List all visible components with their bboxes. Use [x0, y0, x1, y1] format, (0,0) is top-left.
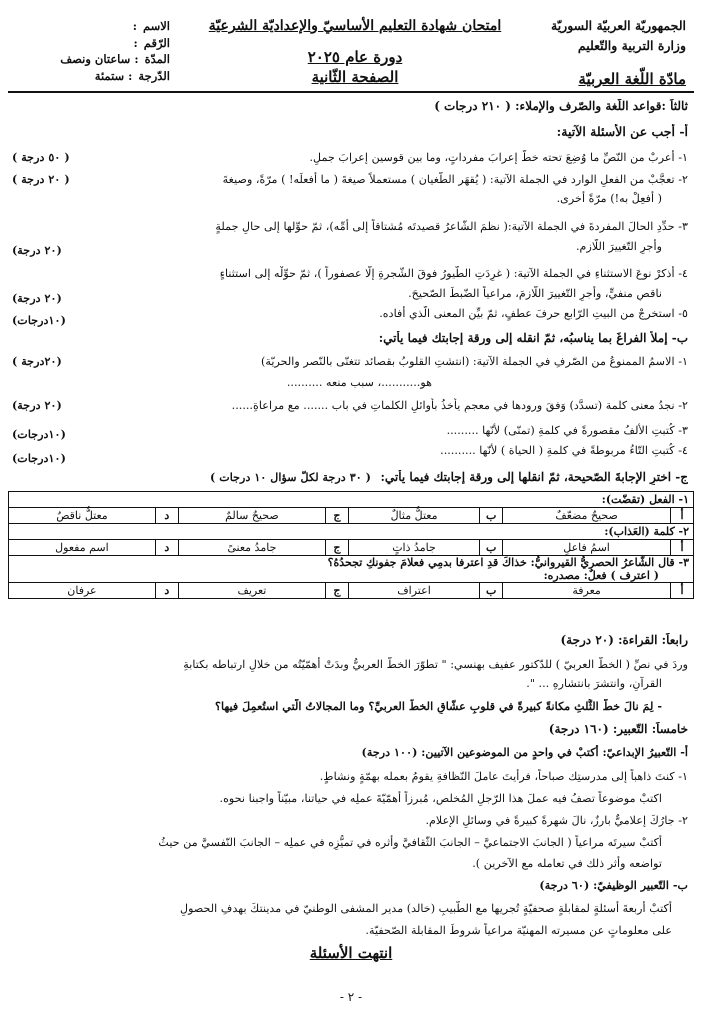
section5-part-a-title: أ- التّعبيرُ الإبداعيّ: أكتبْ في واحدٍ من الموضوعين الآتيين: (١٠٠ درجة): [361, 745, 688, 759]
q5-marks: (١٠درجات): [12, 313, 66, 327]
section3-part-b-title: ب- إملأ الفراغَ بما يناسبُه، ثمّ انقله إلى ورقة إجابتك فيما يأتي:: [378, 331, 688, 345]
functional-line1: أكتبْ أربعةَ أسئلةٍ لمقابلةٍ صحفيّةٍ تُجريها مع الطّبيبِ (خالد) مدير المشفى الوطنيّ في مدينتكَ بهدفِ الحصولِ: [179, 902, 672, 915]
page-label: الصفحة الثّانية: [311, 68, 399, 86]
info-value: :: [132, 19, 137, 33]
exam-title: امتحان شهادة التعليم الأساسيّ والإعداديّة الشرعيّة: [208, 18, 502, 34]
mcq-q1-option-b[interactable]: معتلٌّ مثالٌ: [348, 508, 479, 524]
mcq-q3-stem-row: [9, 556, 694, 583]
info-row-number: [10, 35, 170, 52]
mcq-q2-stem: ٢- كلمة (العَذاب):: [9, 524, 694, 540]
info-value: : ستمئة: [94, 68, 133, 83]
header-divider: [8, 91, 694, 93]
info-label: الدّرجة: [138, 68, 170, 83]
option-letter: د: [155, 508, 178, 524]
section3-part-a-title: أ- أجب عن الأسئلة الآتية:: [556, 124, 688, 139]
q1-text: ١- أعربْ من النّصِّ ما وُضِعَ تحته خطٌّ إعرابَ مفرداتٍ، وما بين قوسين إعرابَ جملٍ.: [309, 151, 688, 164]
option-letter: ب: [480, 583, 503, 599]
mcq-q1-stem: ١- الفعل (تقضّت):: [9, 492, 694, 508]
subject-title: مادّة اللّغة العربيّة: [578, 70, 686, 88]
q3-marks: (٢٠ درجة): [12, 243, 62, 257]
option-letter: ج: [325, 508, 348, 524]
option-letter: ج: [325, 540, 348, 556]
part-c-marks: ( ٣٠ درجة لكلّ سؤال ١٠ درجات ): [210, 470, 371, 484]
section4-line2: القرآنِ، وانتشرَ بانتشارهِ ... ".: [526, 677, 662, 690]
section5-part-b-title: ب- التّعبير الوظيفيّ: (٦٠ درجة): [539, 878, 688, 892]
mcq-q3-stem-line1: ٣- قال الشّاعرُ الحصريُّ القيروانيُّ: خذاكَ قدِ اعترفا بدمِي فعلامَ جفونكِ تجحدُهُ؟: [327, 556, 689, 569]
info-label: الرّقم: [143, 35, 170, 50]
topic2-line2: أكتبْ سيرتَه مراعياً ( الجانبَ الاجتماعيَّ – الجانبَ الثّقافيَّ وأثره في تميُّزِه في عملِه – الجانبَ النّفسيَّ من حيثُ: [158, 836, 662, 849]
ministry-name: وزارة التربية والتّعليم: [577, 38, 686, 53]
option-letter: ج: [325, 583, 348, 599]
mcq-q3-option-b[interactable]: اعتراف: [348, 583, 479, 599]
info-value: : ساعتان ونصف: [60, 52, 139, 66]
section3-part-c-title: ج- اخترِ الإجابةَ الصّحيحة، ثمّ انقلها إلى ورقة إجابتك فيما يأتي:: [380, 470, 688, 484]
section4-question: - لِمَ نالَ خطُّ الثُّلثِ مكانةً كبيرةً في قلوبِ عشّاقِ الخطِّ العربيِّ؟ وما المجالاتُ الّتي استُعمِلَ فيها؟: [215, 699, 662, 713]
info-row-name: [10, 18, 170, 35]
info-label: المدّة: [144, 52, 170, 66]
mcq-q2-options-row: [9, 540, 694, 556]
info-value: :: [133, 35, 138, 50]
topic1-line2: اكتبْ موضوعاً تصفُ فيه عملَ هذا الرّجلِ المُخلصِ، مُبرزاً أهمّيّةَ عملِه في حياتنا، مبيّناً واجبنا نحوه.: [219, 792, 662, 805]
mcq-q1-stem-row: [9, 492, 694, 508]
q2-line2: ( أفعِلْ به!) مرّةً أخرى.: [556, 192, 662, 205]
header-title-block: [190, 18, 520, 86]
info-row-duration: [10, 51, 170, 68]
country-name: الجمهوريّة العربيّة السوريّة: [551, 18, 686, 33]
q1-marks: ( ٥٠ درجة ): [12, 150, 70, 164]
mcq-q1-option-d[interactable]: معتلٌّ ناقصٌ: [9, 508, 156, 524]
section4-title: رابعاً: القراءة: (٢٠ درجة): [560, 633, 688, 647]
topic1-line1: ١- كنتَ ذاهباً إلى مدرستِك صباحاً، فرأيتَ عاملَ النّظافةِ يقومُ بعمله بهمّةٍ ونشاطٍ.: [319, 770, 688, 783]
option-letter: أ: [671, 508, 694, 524]
mcq-table: [8, 491, 694, 599]
section3-title: ثالثاً :قواعد اللّغة والصّرف والإملاء: ( ٢١٠ درجات ): [434, 99, 688, 113]
mcq-q3-option-a[interactable]: معرفة: [503, 583, 671, 599]
section4-line1: وردَ في نصِّ ( الخطّ العربيّ ) للدّكتور عفيف بهنسي: " تطوّرَ الخطُّ العربيُّ وبدَتْ أهمّيّتُه من خلالِ ارتباطه بكتابةِ: [183, 658, 688, 671]
option-letter: د: [155, 583, 178, 599]
q4-line2: ناقصٍ منفيٍّ، وأجرِ التّغييرَ اللّازمَ، مراعياً الضّبطَ الصّحيحَ.: [408, 287, 662, 300]
b-q1-marks: (٢٠درجة ): [12, 354, 62, 368]
q5-text: ٥- استخرجْ من البيتِ الرّابعِ حرفَ عطفٍ، ثمّ بيِّنِ المعنى الّذي أفاده.: [379, 307, 688, 320]
b-q3-text: ٣- كُتبتِ الألفُ مقصورةً في كلمةِ (تمنّى) لأنّها .........: [446, 424, 688, 437]
q2-line1: ٢- تعجَّبْ من الفعلِ الوارد في الجملة الآتية: ( يُقهَر الطّغيان ) مستعملاً صيغةَ ( ما أفعلَه! ) مرّةً، وصيغةَ: [222, 173, 688, 186]
b-q3-marks: (١٠درجات): [12, 427, 66, 441]
mcq-q2-option-b[interactable]: جامدُ ذاتٍ: [348, 540, 479, 556]
mcq-q2-stem-row: [9, 524, 694, 540]
info-label: الاسم: [142, 19, 170, 33]
b-q4-marks: (١٠درجات): [12, 451, 66, 465]
q4-line1: ٤- أذكرْ نوعَ الاستثناءِ في الجملة الآتية: ( غرِدَتِ الطّيورُ فوقَ الشّجرةِ إلّا عصفوراً )، ثمّ حوِّلْه إلى استثناءٍ: [219, 267, 688, 280]
option-letter: أ: [671, 540, 694, 556]
option-letter: ب: [480, 508, 503, 524]
mcq-q3-option-d[interactable]: عرفان: [9, 583, 156, 599]
option-letter: أ: [671, 583, 694, 599]
mcq-q2-option-a[interactable]: اسمُ فاعلٍ: [503, 540, 671, 556]
b-q2-text: ٢- نجدُ معنى كلمة (تسدَّد) وَفقَ ورودها في معجمٍ يأخذُ بأوائلِ الكلماتِ في باب ....... مع مراعاةِ......: [231, 399, 688, 412]
student-info-block: [10, 18, 170, 84]
q3-line2: وأجرِ التّغييرَ اللّازم.: [575, 240, 662, 253]
mcq-q2-option-c[interactable]: جامدُ معنىً: [178, 540, 325, 556]
mcq-q3-option-c[interactable]: تعريف: [178, 583, 325, 599]
b-q4-text: ٤- كُتبتِ التّاءُ مربوطةً في كلمةِ ( الحياة ) لأنّها ..........: [440, 444, 688, 457]
info-row-grade: [10, 68, 170, 85]
mcq-q1-options-row: [9, 508, 694, 524]
mcq-q3-stem-line2: ( اعترف ) فعلٌ: مصدره:: [543, 569, 659, 582]
q4-marks: (٢٠ درجة): [12, 291, 62, 305]
mcq-q2-option-d[interactable]: اسم مفعول: [9, 540, 156, 556]
mcq-q1-option-c[interactable]: صحيحٌ سالمٌ: [178, 508, 325, 524]
b-q1-line1: ١- الاسمُ الممنوعُ من الصّرفِ في الجملة الآتية: (انتشتِ القلوبُ بقصائد تتغنّى بالنّصر والحريّة): [261, 355, 688, 368]
topic2-line3: تواضعه وأثر ذلك في تعامله مع الآخرين ).: [472, 857, 662, 870]
topic2-line1: ٢- جارُكَ إعلاميٌّ بارزٌ، نالَ شهرةً كبيرةً في وسائلِ الإعلامِ.: [425, 814, 688, 827]
b-q2-marks: (٢٠ درجة): [12, 398, 62, 412]
mcq-q3-options-row: [9, 583, 694, 599]
mcq-q1-option-a[interactable]: صحيحٌ مضعّفٌ: [503, 508, 671, 524]
q2-marks: ( ٢٠ درجة ): [12, 172, 70, 186]
q3-line1: ٣- حدِّدِ الحالَ المفردةَ في الجملة الآتية:( نظمَ الشّاعرُ قصيدتَه مُشتاقاً إلى أمِّه)، ثمّ حوِّلها إلى حالِ جملةٍ: [215, 220, 688, 233]
option-letter: د: [155, 540, 178, 556]
exam-session: دورة عام ٢٠٢٥: [307, 48, 403, 66]
b-q1-line2: هو...........، سبب منعه ..........: [286, 376, 432, 389]
page-number: - ٢ -: [339, 990, 363, 1004]
option-letter: ب: [480, 540, 503, 556]
functional-line2: على معلوماتٍ عن مسيرته المهنيّة مراعياً شروطَ المقابلة الصّحفيّة.: [365, 924, 672, 937]
end-of-questions: انتهت الأسئلة: [309, 944, 393, 962]
mcq-q3-stem: [9, 556, 694, 583]
section5-title: خامساً: التّعبير: (١٦٠ درجة): [548, 722, 688, 736]
